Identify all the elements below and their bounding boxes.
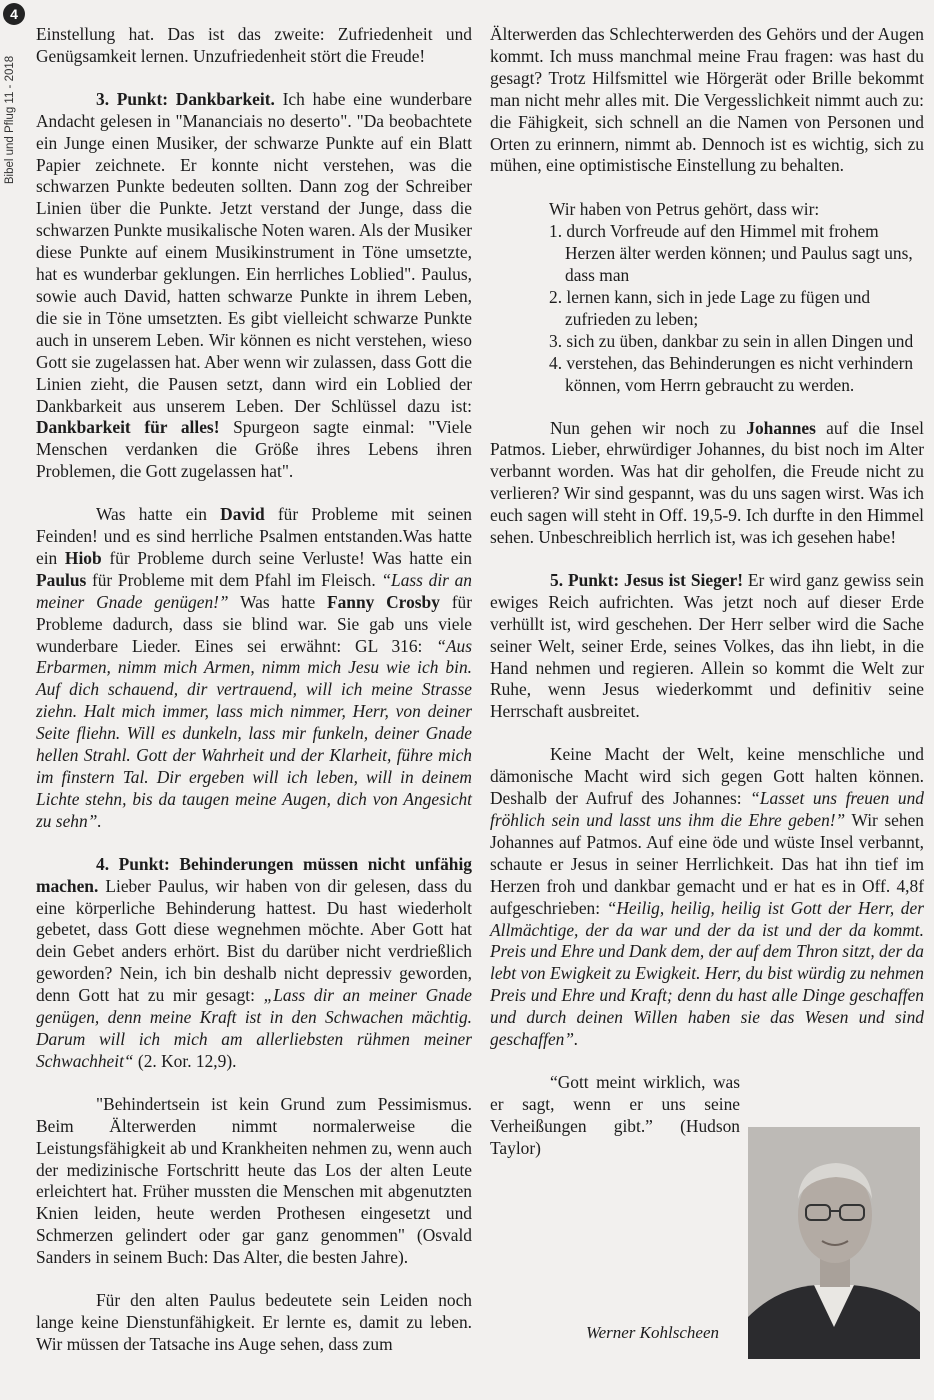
problems-text-c: für Probleme durch seine Verluste! Was hatte ein <box>101 547 472 568</box>
point-3-paragraph <box>36 89 472 483</box>
name-david: David <box>220 504 265 525</box>
point-3-emphasis: Dankbarkeit für alles! <box>36 417 220 438</box>
quote-freuen: “Lasset uns freuen und fröhlich sein und lasst uns ihm die Ehre geben!” <box>490 788 925 830</box>
right-column <box>490 24 924 1160</box>
list-intro: Wir haben von Petrus gehört, dass wir: <box>549 199 820 220</box>
point-4-text: Lieber Paulus, wir haben von dir gelesen, dass du eine körperliche Behinderung hattest. Du hast wiederholt gebetet, dass Gott diese wegnehmen möchte. Aber Gott hat dein Gebet anders erhört. Bist du darüber nicht verdrießlich geworden? Nein, ich bin deshalb nicht depressiv geworden, denn Gott hat zu mir gesagt: <box>36 875 472 1006</box>
author-portrait-icon <box>748 1127 920 1359</box>
point-4-quote: „Lass dir an meiner Gnade genügen, denn meine Kraft ist in den Schwachen mächtig. Darum will ich mich am allerliebsten rühmen meiner Schwachheit“ <box>36 985 472 1071</box>
macht-text-b: Wir sehen Johannes auf Patmos. Auf eine öde und wüste Insel verbannt, schaute er Jesus in seiner Herrlichkeit. Das hat ihn tief im Herzen froh und dankbar gemacht und er hat es in Off. 4,8f aufgeschrieben: <box>490 810 924 918</box>
problems-text-d: für Probleme mit dem Pfahl im Fleisch. <box>86 569 382 590</box>
point-4-heading: 4. Punkt: Behinderungen müssen nicht unfähig machen. <box>36 853 472 896</box>
quote-heilig: “Heilig, heilig, heilig ist Gott der Herr, der Allmächtige, der da war und der da ist und der da kommt. Preis und Ehre und Dank dem, der auf dem Thron sitzt, der da lebt von Ewigkeit zu Ewigkeit. Herr, du bist würdig zu nehmen Preis und Ehre und Kraft; denn du hast alle Dinge geschaffen und durch deinen Willen haben sie das Wesen und sind geschaffen”. <box>490 897 924 1050</box>
author-photo <box>748 1127 920 1359</box>
page-number-badge: 4 <box>3 3 25 25</box>
macht-paragraph <box>490 744 924 1051</box>
point-3-text-a: Ich habe eine wunderbare Andacht gelesen in "Mananciais no deserto". "Da beobachtete ein Junge einen Musiker, der schwarze Punkte auf ein Blatt Papier zeichnete. Er konnte nicht verstehen, was die schwarzen Punkte bedeuten sollten. Dann zog der Schreiber Linien über die Punkte. Jetzt verstand der Junge, dass die schwarzen Punkte musikalische Noten waren. Als der Musiker diese Punkte auf einem Musikinstrument in Töne umsetzte, hat es wunderbar geklungen. Ein herrliches Loblied". Paulus, sowie auch David, hatten schwarze Punkte in ihrem Leben, die sie in Töne umsetzten. Es gibt vielleicht schwarze Punkte auch in unserem Leben. Wir können es nicht verstehen, wieso Gott sie zugelassen hat. Aber wenn wir zulassen, dass Gott die Linien zieht, die Pausen setzt, dann wird ein Loblied der Dankbarkeit aus unserem Leben. Der Schlüssel dazu ist: <box>36 88 472 416</box>
sanders-quote-paragraph: "Behindertsein ist kein Grund zum Pessimismus. Beim Älterwerden nimmt normalerweise die Leistungsfähigkeit ab und Krankheiten nehmen zu, wenn auch der medizinische Fortschritt heute das Los der alten Leute erleichtert hat. Früher mussten die Menschen mit abgenutzten Knien leiden, heute werden Prothesen eingesetzt und Schmerzen gelindert oder gar ganz genommen" (Osvald Sanders in seinem Buch: Das Alter, die besten Jahre). <box>36 1093 472 1268</box>
name-paulus: Paulus <box>36 569 87 590</box>
problems-text-e: Was hatte <box>228 591 327 612</box>
point-5-text: Er wird ganz gewiss sein ewiges Reich aufrichten. Was jetzt noch auf dieser Erde verhüllt ist, wird geschehen. Der Herr selber wird die Sache seiner Welt, seiner Erde, seines Volkes, das ihn liebt, in die Hand nehmen und regieren. Allein so kommt die Welt zur Ruhe, wenn Jesus wiederkommt und definitiv seine Herrschaft ausbreitet. <box>490 569 924 722</box>
author-signature: Werner Kohlscheen <box>586 1323 719 1342</box>
problems-text-b: für Probleme mit seinen Feinden! und es sind herrliche Psalmen entstanden.Was hatte ein <box>36 504 472 568</box>
point-5-heading: 5. Punkt: Jesus ist Sieger! <box>550 569 744 590</box>
quote-gnade: “Lass dir an meiner Gnade genügen!” <box>36 569 472 612</box>
hudson-taylor-quote: “Gott meint wirklich, was er sagt, wenn er uns seine Verheißungen gibt.” (Hudson Taylor) <box>490 1071 740 1158</box>
left-paragraph-last: Für den alten Paulus bedeutete sein Leiden noch lange keine Dienstunfähigkeit. Er lernte es, damit zu leben. Wir müssen der Tatsache ins Auge sehen, dass zum <box>36 1290 472 1354</box>
johannes-paragraph <box>490 418 924 549</box>
point-3-heading: 3. Punkt: Dankbarkeit. <box>96 88 275 109</box>
macht-text-a: Keine Macht der Welt, keine menschliche und dämonische Macht wird sich gegen Gott halten können. Deshalb der Aufruf des Johannes: <box>490 744 924 809</box>
hymn-quote: “Aus Erbarmen, nimm mich Armen, nimm mich Jesu wie ich bin. Auf dich schauend, dir vertrauend, will ich meine Strasse ziehn. Halt mich immer, lass mich nimmer, Herr, von deiner Seite fliehn. Will es dunkeln, lass mir funkeln, deiner Gnade hellen Strahl. Gott der Wahrheit und der Klarheit, führe mich im finstern Tal. Dir ergeben will ich leben, will in deinem Lichte stehn, bis da taugen meine Augen, dich von Angesicht zu sehn”. <box>36 635 472 831</box>
list-item: 3. sich zu üben, dankbar zu sein in allen Dingen und <box>549 330 914 351</box>
problems-text-f: für Probleme dadurch, dass sie blind war. Sie gab uns viele wunderbare Lieder. Eines sei erwähnt: GL 316: <box>36 591 472 656</box>
running-head-text: Bibel und Pflug 11 - 2018 <box>4 55 16 185</box>
running-head <box>2 40 18 200</box>
point-5-paragraph <box>490 570 924 723</box>
list-item: 1. durch Vorfreude auf den Himmel mit frohem Herzen älter werden können; und Paulus sagt uns, dass man <box>549 221 913 286</box>
list-item: 2. lernen kann, sich in jede Lage zu fügen und zufrieden zu leben; <box>549 286 871 329</box>
point-3-text-b: Spurgeon sagte einmal: "Viele Menschen verdanken die Größe ihres Lebens ihren Problemen, die Gott zugelassen hat". <box>36 417 472 482</box>
name-johannes: Johannes <box>746 417 816 438</box>
problems-text-a: Was hatte ein <box>96 504 221 525</box>
right-paragraph-1: Älterwerden das Schlechterwerden des Gehörs und der Augen kommt. Ich muss manchmal meine Frau fragen: was hast du gesagt? Trotz Hilfsmittel wie Hörgerät oder Brille bekommt man nicht mehr alles mit. Die Vergesslichkeit nimmt auch zu: die Fähigkeit, sich schnell an die Namen von Personen und Orten zu erinnern, nimmt ab. Dennoch ist es wichtig, sich zu mühen, eine optimistische Einstellung zu behalten. <box>490 24 924 176</box>
summary-list <box>490 221 924 396</box>
problems-paragraph <box>36 504 472 833</box>
johannes-text-a: Nun gehen wir noch zu <box>550 417 747 438</box>
point-4-reference: (2. Kor. 12,9). <box>133 1050 237 1071</box>
name-fanny-crosby: Fanny Crosby <box>326 591 440 612</box>
list-item: 4. verstehen, das Behinderungen es nicht verhindern können, vom Herrn gebraucht zu werden. <box>549 352 914 395</box>
left-column <box>36 24 472 1356</box>
name-hiob: Hiob <box>64 547 102 568</box>
left-paragraph-1: Einstellung hat. Das ist das zweite: Zufriedenheit und Genügsamkeit lernen. Unzufriedenheit stört die Freude! <box>36 24 472 66</box>
point-4-paragraph <box>36 854 472 1073</box>
johannes-text-b: auf die Insel Patmos. Lieber, ehrwürdiger Johannes, du bist noch im Alter verbannt worden. Was hat dir geholfen, die Freude nicht zu verlieren? Wir sind gespannt, was du uns sagen wirst. Was ich euch sagen will steht in Off. 19,5-9. Ich durfte in den Himmel sehen. Unbeschreiblich herrlich ist, was ich gesehen habe! <box>490 417 924 548</box>
